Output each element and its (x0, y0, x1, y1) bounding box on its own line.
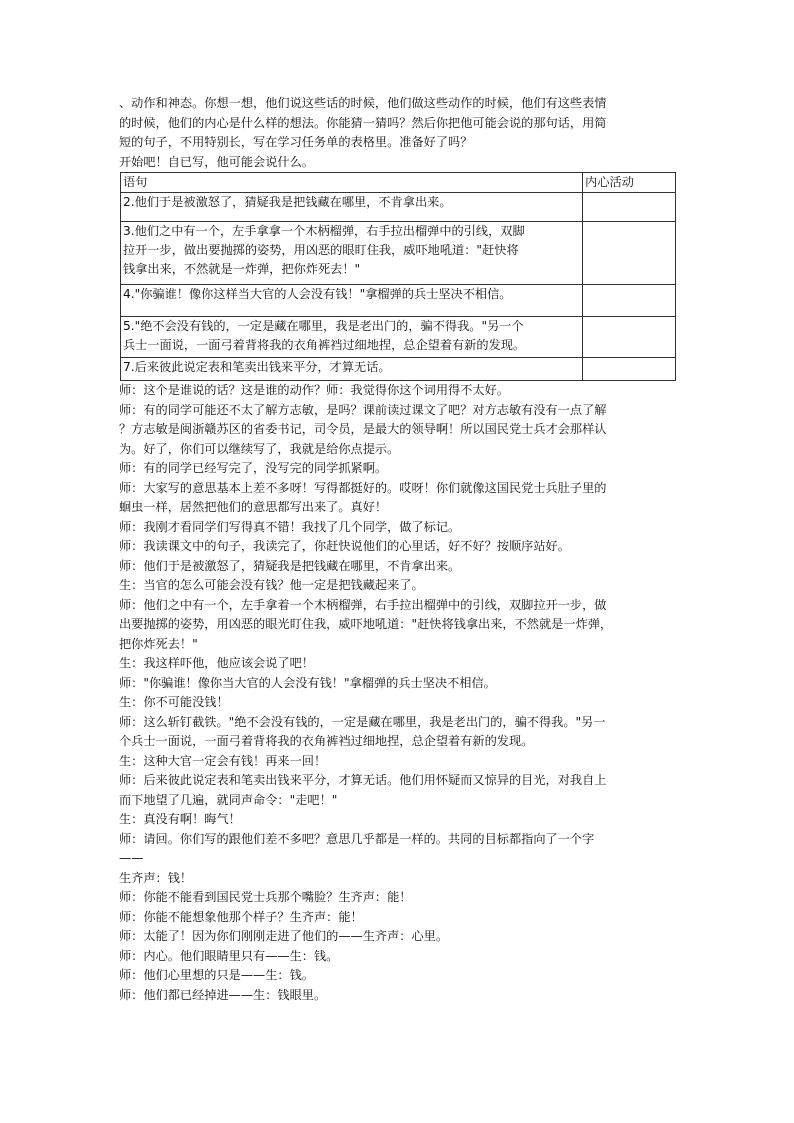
dialogue-line: 师：他们之中有一个，左手拿着一个木柄榴弹，右手拉出榴弹中的引线，双脚拉开一步，做 (119, 597, 607, 612)
dialogue-paragraph (119, 947, 679, 967)
dialogue-line: ？方志敏是闽浙赣苏区的省委书记，司令员，是最大的领导啊！所以国民党士兵才会那样认 (119, 422, 607, 436)
dialogue-line: 师：有的同学可能还不太了解方志敏，是吗？课前读过课文了吧？对方志敏有没有一点了解 (119, 402, 607, 417)
dialogue-line: 师：有的同学已经写完了，没写完的同学抓紧啊。 (119, 461, 388, 475)
dialogue-section (119, 381, 679, 1005)
dialogue-line: 个兵士一面说，一面弓着背将我的衣角裤裆过细地捏，总企望着有新的发现。 (119, 734, 534, 748)
dialogue-paragraph (119, 810, 679, 830)
task-table (120, 172, 676, 381)
cell-line: 兵士一面说，一面弓着背将我的衣角裤裆过细地捏，总企望着有新的发现。 (123, 338, 526, 352)
dialogue-paragraph (119, 927, 679, 947)
dialogue-line: 师：后来彼此说定表和笔卖出钱来平分，才算无话。他们用怀疑而又惊异的目光，对我自上 (119, 773, 607, 787)
dialogue-line: —— (119, 851, 144, 865)
sentence-cell (121, 317, 583, 358)
dialogue-paragraph (119, 381, 679, 401)
cell-line: 4."你骗谁！像你这样当大官的人会没有钱！"拿榴弹的兵士坚决不相信。 (123, 287, 512, 301)
cell-line: 3.他们之中有一个，左手拿拿一个木柄榴弹，右手拉出榴弹中的引线，双脚 (123, 224, 525, 238)
dialogue-line: 出要抛掷的姿势，用凶恶的眼光盯住我，威吓地吼道："赶快将钱拿出来，不然就是一炸弹， (119, 617, 613, 631)
dialogue-line: 师：我读课文中的句子，我读完了，你赶快说他们的心里话，好不好？按顺序站好。 (119, 539, 570, 553)
dialogue-line: 师：你能不能看到国民党士兵那个嘴脸？生齐声：能！ (119, 890, 412, 904)
dialogue-line: 生：当官的怎么可能会没有钱？他一定是把钱藏起来了。 (119, 578, 424, 592)
intro-line: 的时候，他们的内心是什么样的想法。你能猜一猜吗？然后你把他可能会说的那句话，用简 (119, 115, 607, 130)
dialogue-line: 生齐声：钱！ (119, 870, 193, 885)
dialogue-paragraph (119, 752, 679, 772)
dialogue-paragraph (119, 537, 679, 557)
dialogue-line: 而下地望了几遍，就同声命令："走吧！" (119, 792, 338, 807)
cell-line: 钱拿出来，不然就是一炸弹，把你炸死去！" (123, 262, 361, 276)
dialogue-line: 师：太能了！因为你们刚刚走进了他们的——生齐声：心里。 (119, 929, 449, 943)
dialogue-paragraph (119, 596, 679, 655)
inner-activity-cell[interactable] (583, 222, 676, 285)
intro-line: 、动作和神态。你想一想，他们说这些话的时候，他们做这些动作的时候，他们有这些表情 (119, 96, 607, 110)
dialogue-paragraph (119, 869, 679, 889)
table-header-row (121, 173, 676, 193)
inner-activity-cell[interactable] (583, 193, 676, 222)
cell-line: 5."绝不会没有钱的，一定是藏在哪里，我是老出门的，骗不得我。"另一个 (123, 319, 524, 333)
intro-line: 开始吧！自已写，他可能会说什么。 (119, 154, 314, 169)
cell-line: 7.后来彼此说定表和笔卖出钱来平分，才算无话。 (123, 360, 391, 374)
table-row (121, 358, 676, 381)
dialogue-paragraph (119, 479, 679, 518)
dialogue-line: 师：大家写的意思基本上差不多呀！写得都挺好的。哎呀！你们就像这国民党士兵肚子里的 (119, 480, 607, 495)
dialogue-paragraph (119, 693, 679, 713)
dialogue-paragraph (119, 576, 679, 596)
dialogue-paragraph (119, 771, 679, 810)
dialogue-paragraph (119, 830, 679, 869)
table-row (121, 193, 676, 222)
dialogue-line: 师：他们心里想的只是——生：钱。 (119, 968, 314, 982)
dialogue-line: 生：真没有啊！晦气！ (119, 812, 241, 826)
dialogue-line: 把你炸死去！" (119, 636, 198, 651)
dialogue-line: 为。好了，你们可以继续写了，我就是给你点提示。 (119, 441, 400, 456)
dialogue-line: 师：内心。他们眼睛里只有——生：钱。 (119, 948, 339, 963)
dialogue-line: 师：这么斩钉截铁。"绝不会没有钱的，一定是藏在哪里，我是老出门的，骗不得我。"另一 (119, 714, 606, 729)
header-inner-activity: 内心活动 (583, 173, 676, 193)
dialogue-paragraph (119, 674, 679, 694)
document-page (119, 94, 679, 1005)
dialogue-line: 师："你骗谁！像你当大官的人会没有钱！"拿榴弹的兵士坚决不相信。 (119, 675, 496, 690)
dialogue-paragraph (119, 713, 679, 752)
dialogue-paragraph (119, 401, 679, 460)
dialogue-line: 生：我这样吓他，他应该会说了吧！ (119, 656, 314, 670)
dialogue-line: 蛔虫一样，居然把他们的意思都写出来了。真好！ (119, 500, 388, 514)
sentence-cell (121, 193, 583, 222)
dialogue-paragraph (119, 888, 679, 908)
dialogue-line: 师：这个是谁说的话？这是谁的动作？师：我觉得你这个词用得不太好。 (119, 383, 509, 397)
dialogue-line: 师：你能不能想象他那个样子？生齐声：能！ (119, 909, 363, 924)
dialogue-paragraph (119, 966, 679, 986)
table-row (121, 317, 676, 358)
header-sentence: 语句 (121, 173, 583, 193)
dialogue-paragraph (119, 908, 679, 928)
dialogue-line: 师：他们于是被激怒了，猜疑我是把钱藏在哪里，不肯拿出来。 (119, 558, 461, 573)
table-row (121, 285, 676, 317)
inner-activity-cell[interactable] (583, 285, 676, 317)
inner-activity-cell[interactable] (583, 317, 676, 358)
dialogue-line: 师：我刚才看同学们写得真不错！我找了几个同学，做了标记。 (119, 519, 461, 534)
sentence-cell (121, 358, 583, 381)
dialogue-paragraph (119, 518, 679, 538)
inner-activity-cell[interactable] (583, 358, 676, 381)
dialogue-paragraph (119, 557, 679, 577)
dialogue-paragraph (119, 986, 679, 1006)
table-row (121, 222, 676, 285)
sentence-cell (121, 285, 583, 317)
sentence-cell (121, 222, 583, 285)
dialogue-paragraph (119, 654, 679, 674)
dialogue-line: 生：这种大官一定会有钱！再来一回！ (119, 753, 327, 768)
dialogue-paragraph (119, 459, 679, 479)
cell-line: 2.他们于是被激怒了，猜疑我是把钱藏在哪里，不肯拿出来。 (123, 195, 452, 209)
dialogue-line: 师：请回。你们写的跟他们差不多吧？意思几乎都是一样的。共同的目标都指向了一个字 (119, 831, 595, 846)
dialogue-line: 师：他们都已经掉进——生：钱眼里。 (119, 987, 327, 1002)
intro-paragraph (119, 94, 679, 172)
dialogue-line: 生：你不可能没钱！ (119, 695, 229, 709)
intro-line: 短的句子，不用特别长，写在学习任务单的表格里。准备好了吗？ (119, 135, 473, 149)
cell-line: 拉开一步，做出要抛掷的姿势，用凶恶的眼盯住我，威吓地吼道："赶快将 (123, 243, 519, 257)
